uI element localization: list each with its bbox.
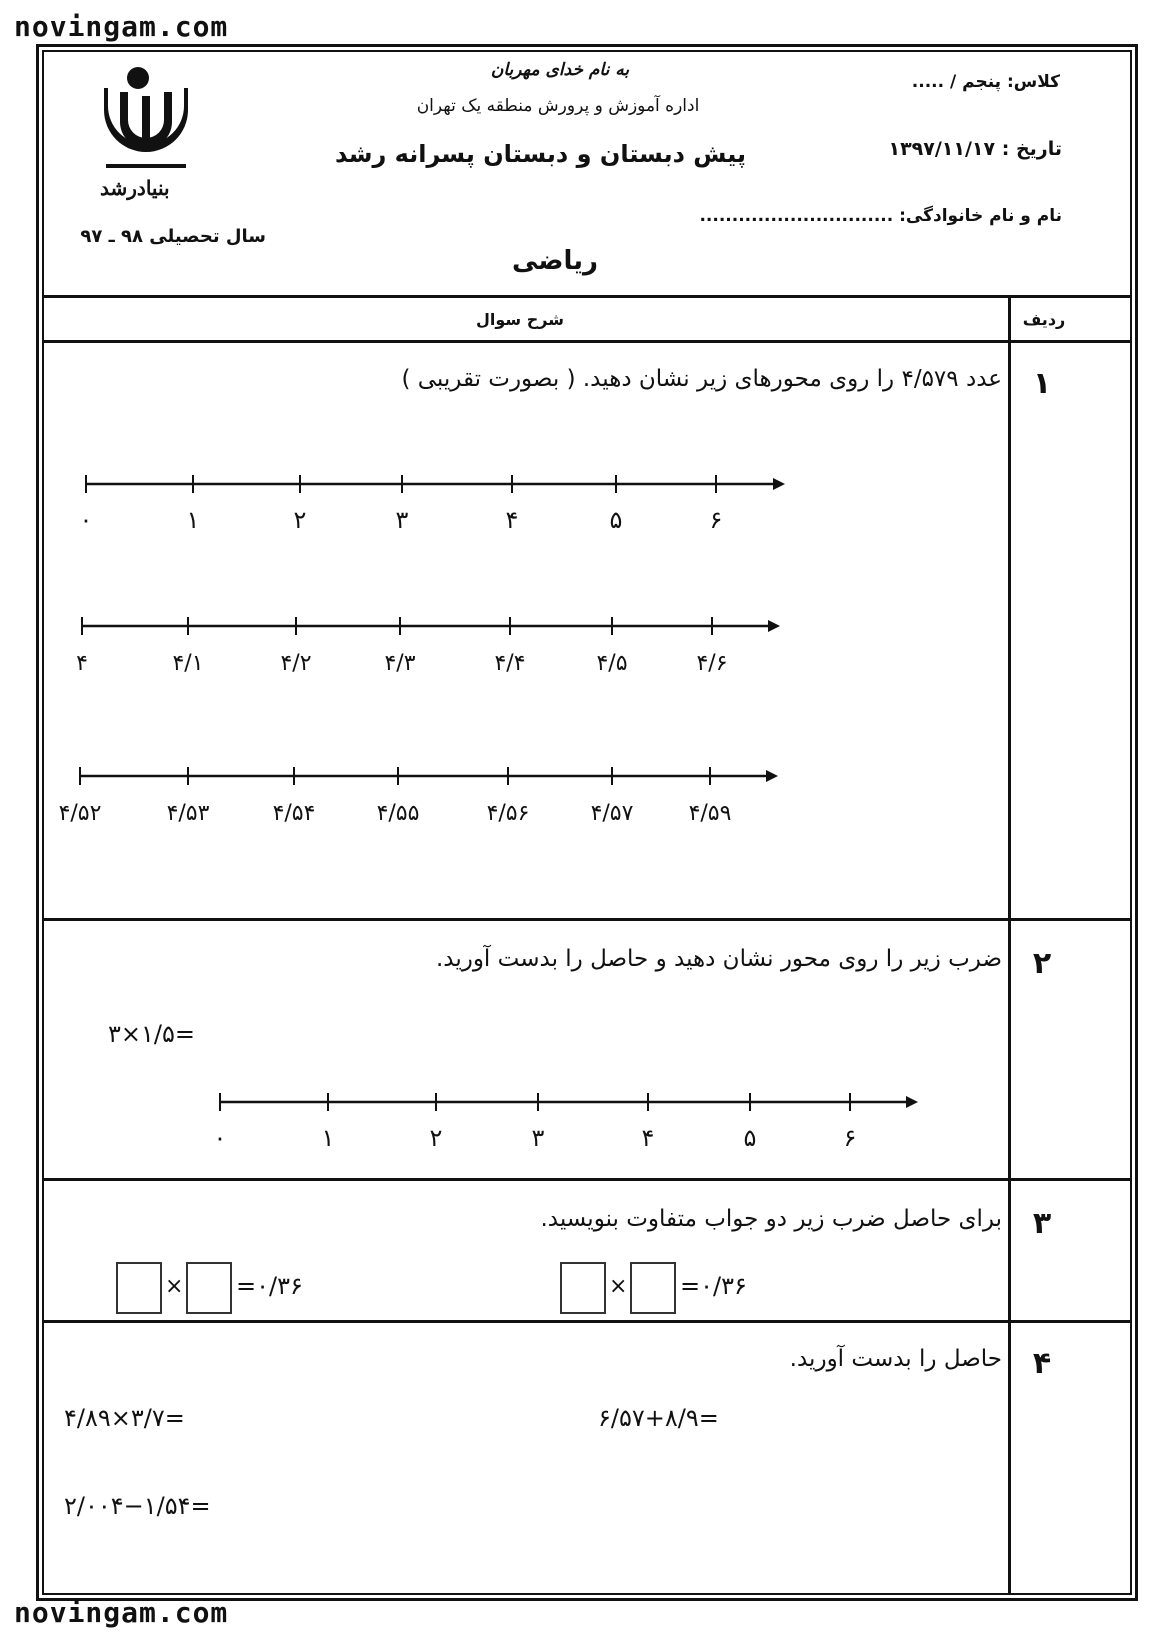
axis-tick-label: ۴/۵ bbox=[596, 651, 628, 672]
axis-tick-label: ۴/۳ bbox=[384, 651, 416, 672]
header-divider bbox=[42, 295, 1132, 298]
question-text: حاصل را بدست آورید. bbox=[789, 1346, 1002, 1372]
row-divider-1 bbox=[42, 918, 1132, 921]
axis-tick-label: ۴/۵۹ bbox=[688, 801, 732, 822]
axis-arrowhead bbox=[906, 1096, 918, 1108]
axis-tick-label: ۴/۱ bbox=[172, 651, 204, 672]
watermark-top: novingam.com bbox=[14, 10, 229, 43]
axis-tick-label: ۴/۶ bbox=[696, 651, 728, 672]
axis-arrowhead bbox=[766, 770, 778, 782]
axis-tick-label: ۴ bbox=[76, 651, 88, 672]
class-label: کلاس: پنجم / ..... bbox=[911, 72, 1060, 92]
axis-tick-label: ۵ bbox=[743, 1124, 757, 1148]
number-line-4 bbox=[200, 1088, 1000, 1148]
number-line-1 bbox=[60, 470, 860, 530]
axis-tick-label: ۳ bbox=[531, 1124, 545, 1148]
times-sign: × bbox=[165, 1274, 184, 1299]
office-name: اداره آموزش و پرورش منطقه یک تهران bbox=[416, 96, 700, 116]
equals-result: =۰/۳۶ bbox=[680, 1272, 747, 1300]
multiplication-expression: ۳×۱/۵= bbox=[108, 1020, 195, 1048]
row-divider-3 bbox=[42, 1320, 1132, 1323]
addition-expression: ۶/۵۷+۸/۹= bbox=[598, 1404, 719, 1432]
axis-tick-label: ۴/۲ bbox=[280, 651, 312, 672]
header-question-label: شرح سوال bbox=[476, 310, 564, 329]
header-row-label: ردیف bbox=[1022, 310, 1066, 329]
axis-arrowhead bbox=[773, 478, 785, 490]
axis-tick-label: ۱ bbox=[321, 1124, 335, 1148]
equals-result: =۰/۳۶ bbox=[236, 1272, 303, 1300]
axis-tick-label: ۴ bbox=[505, 506, 519, 530]
subtraction-expression: ۲/۰۰۴−۱/۵۴= bbox=[64, 1492, 211, 1520]
school-logo bbox=[96, 58, 196, 218]
bismillah: به نام خدای مهربان bbox=[490, 60, 630, 80]
axis-tick-label: ۱ bbox=[186, 506, 200, 530]
number-line-2 bbox=[60, 612, 860, 672]
question-number: ۳ bbox=[1032, 1206, 1052, 1241]
table-header-divider bbox=[42, 340, 1132, 343]
multiplication-expression: ۴/۸۹×۳/۷= bbox=[64, 1404, 185, 1432]
axis-tick-label: ۴/۵۵ bbox=[376, 801, 420, 822]
axis-tick-label: ۳ bbox=[395, 506, 409, 530]
axis-tick-label: ۴/۵۳ bbox=[166, 801, 210, 822]
axis-tick-label: ۰ bbox=[79, 506, 93, 530]
academic-year: سال تحصیلی ۹۸ ـ ۹۷ bbox=[80, 226, 266, 247]
answer-box[interactable] bbox=[116, 1262, 162, 1314]
times-sign: × bbox=[609, 1274, 628, 1299]
row-number-column-divider bbox=[1008, 296, 1011, 1594]
question-number: ۲ bbox=[1032, 946, 1052, 981]
axis-tick-label: ۴/۵۶ bbox=[486, 801, 530, 822]
name-label: نام و نام خانوادگی: .............................. bbox=[699, 206, 1062, 226]
question-text: برای حاصل ضرب زیر دو جواب متفاوت بنویسید. bbox=[540, 1206, 1002, 1232]
question-text: عدد ۴/۵۷۹ را روی محورهای زیر نشان دهید. ( بصورت تقریبی ) bbox=[401, 366, 1002, 392]
axis-tick-label: ۴ bbox=[641, 1124, 655, 1148]
answer-box[interactable] bbox=[630, 1262, 676, 1314]
question-number: ۴ bbox=[1032, 1346, 1052, 1381]
axis-tick-label: ۴/۵۷ bbox=[590, 801, 634, 822]
answer-box[interactable] bbox=[560, 1262, 606, 1314]
axis-arrowhead bbox=[768, 620, 780, 632]
axis-tick-label: ۵ bbox=[609, 506, 623, 530]
question-number: ۱ bbox=[1032, 366, 1052, 401]
axis-tick-label: ۴/۵۴ bbox=[272, 801, 316, 822]
question-text: ضرب زیر را روی محور نشان دهید و حاصل را بدست آورید. bbox=[435, 946, 1002, 972]
axis-tick-label: ۰ bbox=[213, 1124, 227, 1148]
axis-tick-label: ۴/۴ bbox=[494, 651, 526, 672]
watermark-bottom: novingam.com bbox=[14, 1596, 229, 1629]
school-name: پیش دبستان و دبستان پسرانه رشد bbox=[335, 140, 746, 168]
row-divider-2 bbox=[42, 1178, 1132, 1181]
number-line-3 bbox=[50, 762, 850, 822]
axis-tick-label: ۲ bbox=[293, 506, 307, 530]
answer-box[interactable] bbox=[186, 1262, 232, 1314]
date-label: تاریخ : ۱۳۹۷/۱۱/۱۷ bbox=[888, 138, 1062, 160]
subject-title: ریاضی bbox=[512, 246, 598, 276]
axis-tick-label: ۲ bbox=[429, 1124, 443, 1148]
axis-tick-label: ۶ bbox=[709, 506, 723, 530]
logo-text: بنیادرشد bbox=[100, 176, 170, 200]
axis-tick-label: ۶ bbox=[843, 1124, 857, 1148]
axis-tick-label: ۴/۵۲ bbox=[58, 801, 102, 822]
